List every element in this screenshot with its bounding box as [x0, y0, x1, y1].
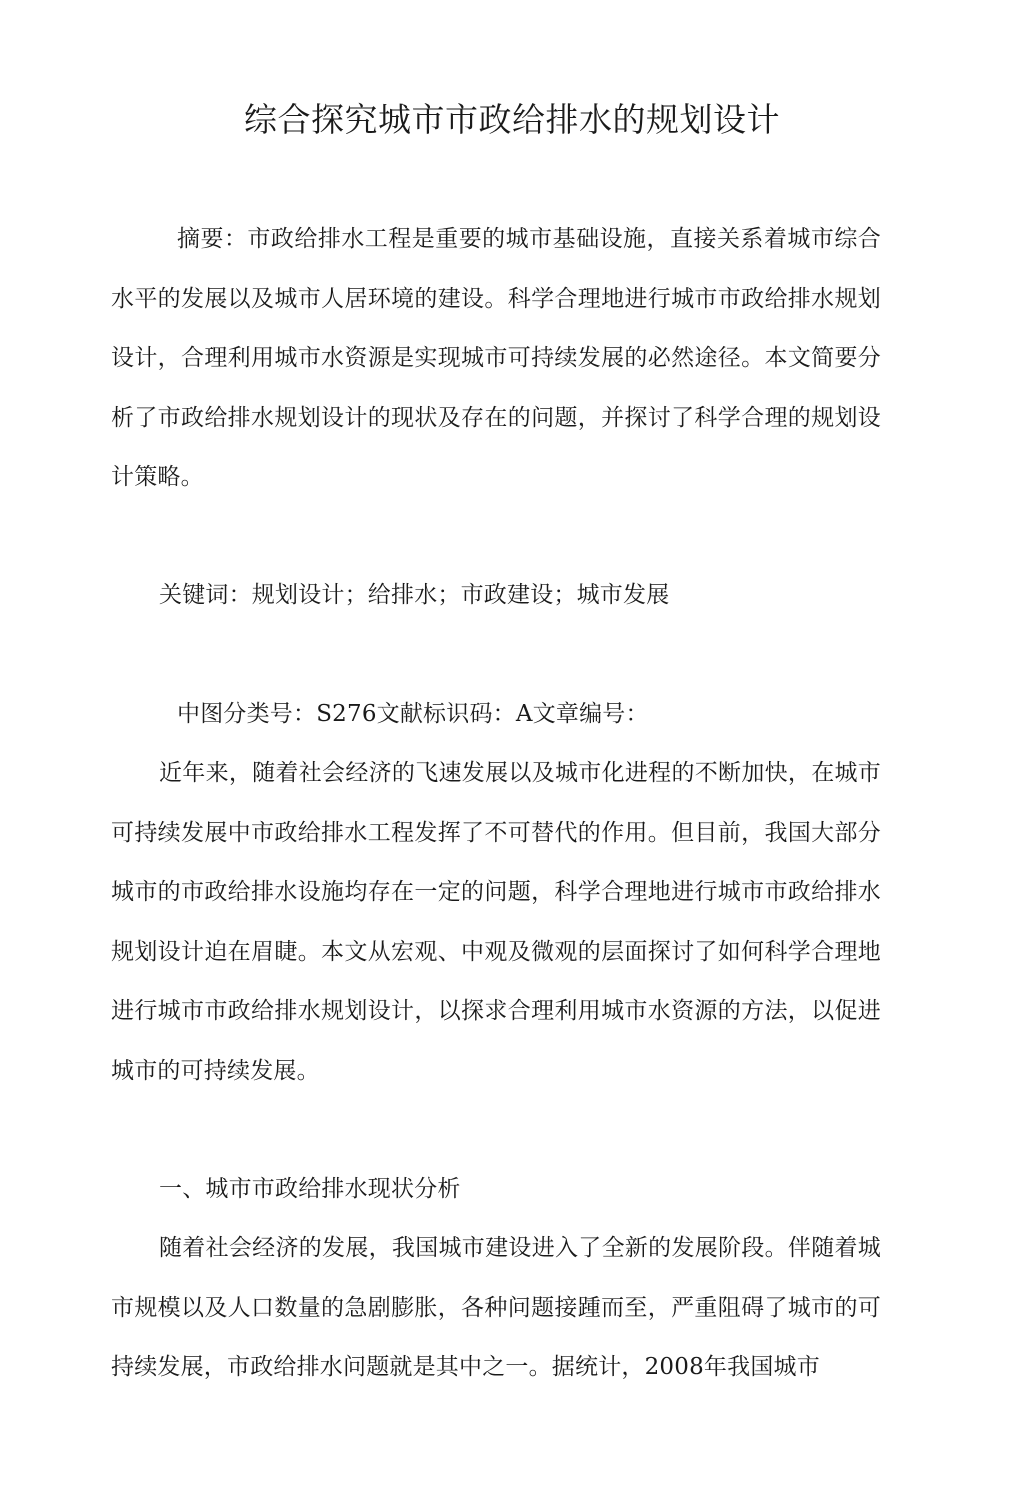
document-title: 综合探究城市市政给排水的规划设计 [244, 100, 780, 139]
abstract-paragraph: 摘要：市政给排水工程是重要的城市基础设施，直接关系着城市综合水平的发展以及城市人居环境的建设。科学合理地进行城市市政给排水规划设计，合理利用城市水资源是实现城市可持续发展的必然途径。本文简要分析了市政给排水规划设计的现状及存在的问题，并探讨了科学合理的规划设计策略。 [111, 226, 881, 490]
keywords-line: 关键词：规划设计；给排水；市政建设；城市发展 [159, 582, 670, 608]
intro-paragraph: 近年来，随着社会经济的飞速发展以及城市化进程的不断加快，在城市可持续发展中市政给排水工程发挥了不可替代的作用。但目前，我国大部分城市的市政给排水设施均存在一定的问题，科学合理地进行城市市政给排水规划设计迫在眉睫。本文从宏观、中观及微观的层面探讨了如何科学合理地进行城市市政给排水规划设计，以探求合理利用城市水资源的方法，以促进城市的可持续发展。 [111, 760, 881, 1084]
section-heading: 一、城市市政给排水现状分析 [159, 1176, 461, 1202]
classification-line: 中图分类号：S276文献标识码：A文章编号： [177, 701, 649, 727]
section-paragraph: 随着社会经济的发展，我国城市建设进入了全新的发展阶段。伴随着城市规模以及人口数量的急剧膨胀，各种问题接踵而至，严重阻碍了城市的可持续发展，市政给排水问题就是其中之一。据统计，2008年我国城市 [111, 1235, 881, 1380]
